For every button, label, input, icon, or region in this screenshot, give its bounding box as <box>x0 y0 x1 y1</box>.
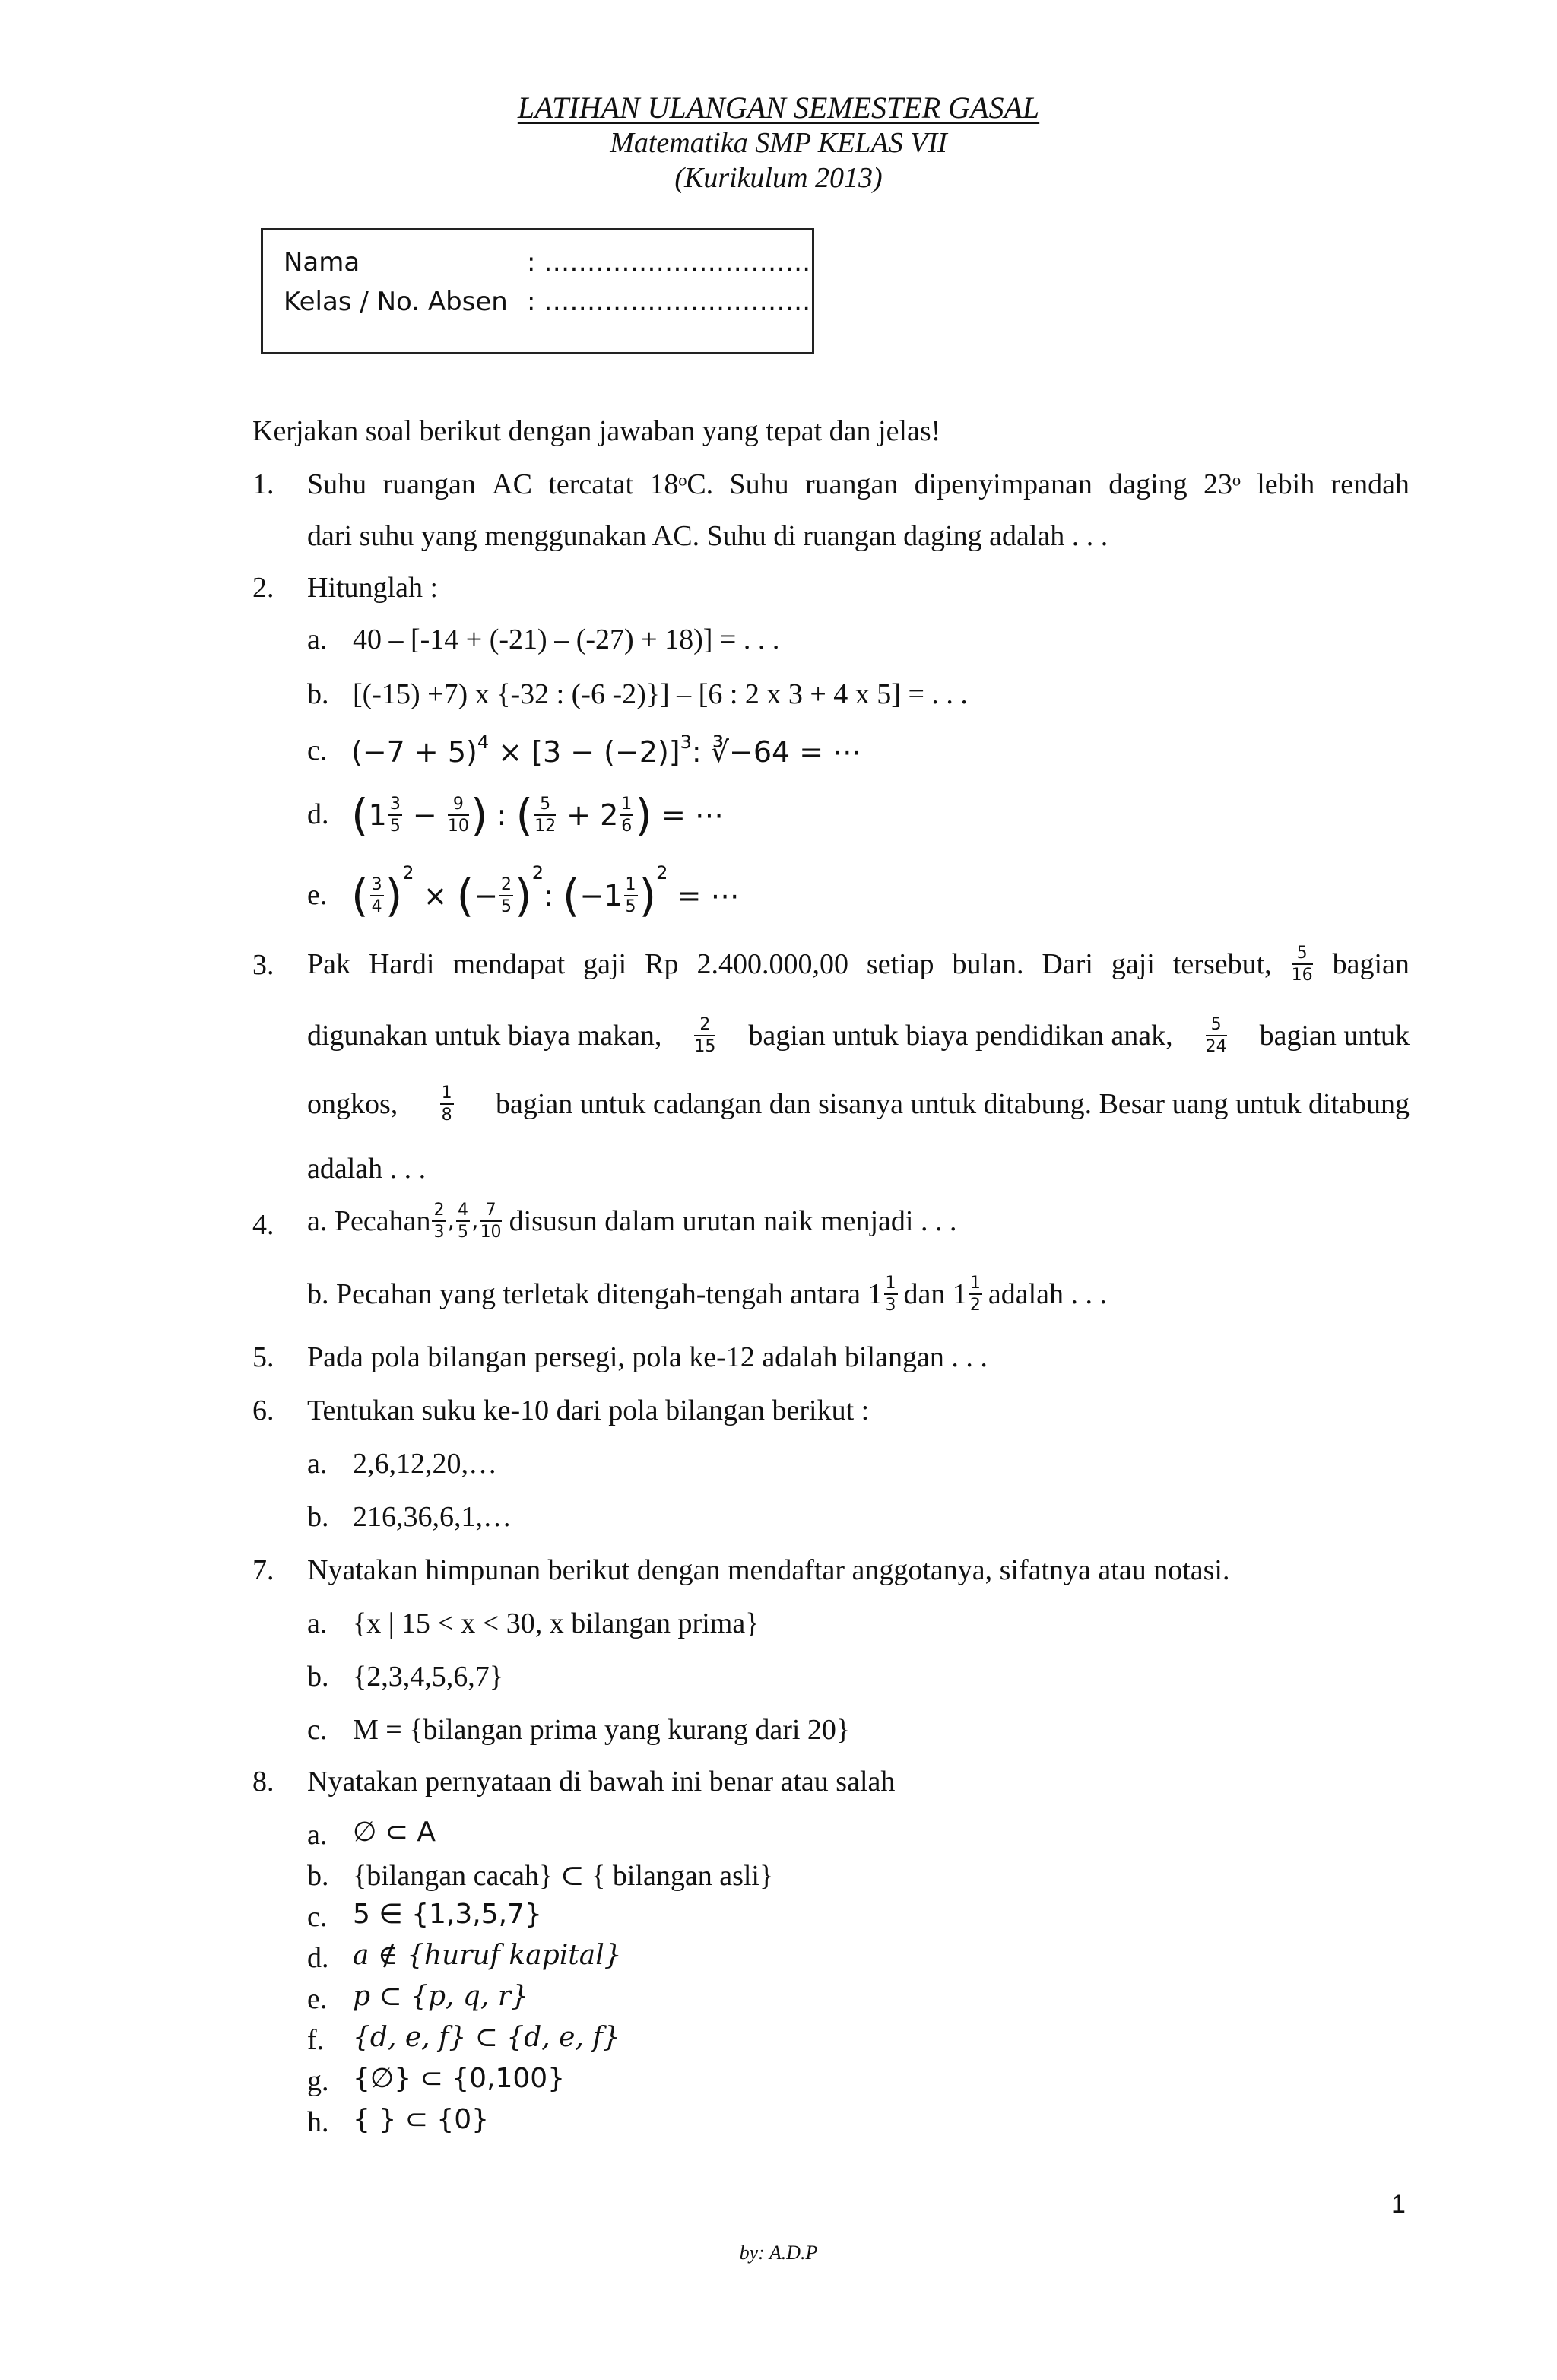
q4a-fraction-7-10: $\frac{7}{10}$ <box>480 1200 502 1242</box>
q4a-prefix: a. Pecahan <box>307 1205 431 1237</box>
q3-word: Pak <box>307 948 350 980</box>
q3-fraction-2-15: $\frac{2}{15}$ <box>694 1014 716 1056</box>
q3-word: gaji <box>1111 948 1155 980</box>
q7a-label: a. <box>307 1607 328 1639</box>
q3-line1 <box>307 941 1410 987</box>
q4b-fraction-1-2: $\frac{1}{2}$ <box>969 1273 981 1315</box>
q3-fraction-1-8: $\frac{1}{8}$ <box>441 1083 452 1125</box>
q4b-prefix: b. Pecahan yang terletak ditengah-tengah antara 1 <box>307 1278 883 1310</box>
q8-item-label: c. <box>307 1901 328 1933</box>
q2e-expression: ( $\frac{3}{4}$ ) 2 × ( − $\frac{2}{5}$ ) 2 : ( −1 $\frac{1}{5}$ ) 2 = ⋯ <box>351 862 740 922</box>
q1-word: lebih <box>1257 468 1315 500</box>
q6a-sequence: 2,6,12,20,… <box>353 1448 497 1480</box>
q4b-mid: dan 1 <box>903 1278 967 1310</box>
q3-word: gaji <box>583 948 627 980</box>
q1-line1 <box>307 470 1410 499</box>
author-footer: by: A.D.P <box>739 2242 818 2264</box>
q5-text: Pada pola bilangan persegi, pola ke-12 adalah bilangan . . . <box>307 1341 988 1373</box>
q8d-statement: a ∉ {huruf kapital} <box>353 1940 622 1971</box>
q8-item-label: h. <box>307 2106 329 2138</box>
page-number: 1 <box>1391 2190 1406 2219</box>
document-curriculum: (Kurikulum 2013) <box>674 162 883 194</box>
q8c-statement: 5 ∈ {1,3,5,7} <box>353 1899 542 1930</box>
q2c-part: : ∛−64 = ⋯ <box>691 735 862 769</box>
q7c-label: c. <box>307 1714 328 1746</box>
document-title: LATIHAN ULANGAN SEMESTER GASAL <box>517 90 1040 125</box>
q8-item-label: b. <box>307 1860 329 1892</box>
q7b-label: b. <box>307 1661 329 1693</box>
q8-item-label: e. <box>307 1983 328 2015</box>
q3-word: tersebut, <box>1172 948 1272 980</box>
q3-word: Hardi <box>368 948 435 980</box>
instruction-text: Kerjakan soal berikut dengan jawaban yang tepat dan jelas! <box>252 415 941 447</box>
q3-word: 2.400.000,00 <box>696 948 848 980</box>
q4-number: 4. <box>252 1209 274 1241</box>
q2-intro: Hitunglah : <box>307 572 439 604</box>
q2a-expression: 40 – [-14 + (-21) – (-27) + 18)] = . . . <box>353 624 780 655</box>
q8-number: 8. <box>252 1766 274 1798</box>
q2b-label: b. <box>307 678 329 710</box>
q3-fraction-5-16: $\frac{5}{16}$ <box>1291 943 1313 985</box>
q1-number: 1. <box>252 468 274 500</box>
q2d-expression: ( 1 $\frac{3}{5}$ − $\frac{9}{10}$ ) : ( $\frac{5}{12}$ + 2 $\frac{1}{6}$ ) = ⋯ <box>351 789 724 841</box>
q4a-line: a. Pecahan $\frac{2}{3}$ , $\frac{4}{5}$ , $\frac{7}{10}$ disusun dalam urutan naik menjadi . . . <box>307 1200 957 1242</box>
q2c-exponent: 4 <box>477 731 490 753</box>
q2c-part: × [3 − (−2)] <box>489 735 680 769</box>
q6a-label: a. <box>307 1448 328 1480</box>
class-field[interactable]: : …………………………. <box>527 287 811 317</box>
q4b-suffix: adalah . . . <box>988 1278 1108 1310</box>
q1-word: AC <box>492 468 532 500</box>
q3-word: bulan. <box>952 948 1024 980</box>
document-subject: Matematika SMP KELAS VII <box>610 127 947 159</box>
q1-word: dipenyimpanan <box>914 468 1092 500</box>
q8-item-label: d. <box>307 1942 329 1974</box>
q8-text: Nyatakan pernyataan di bawah ini benar atau salah <box>307 1766 896 1798</box>
q6-text: Tentukan suku ke-10 dari pola bilangan berikut : <box>307 1395 870 1426</box>
q8b-statement: {bilangan cacah} ⊂ { bilangan asli} <box>353 1860 774 1892</box>
q2c-part: (−7 + 5) <box>351 735 477 769</box>
q1-word: daging <box>1108 468 1188 500</box>
q3-text: digunakan untuk biaya makan, <box>307 1020 662 1052</box>
q8g-statement: {∅} ⊂ {0,100} <box>353 2063 566 2094</box>
q7a-set: {x | 15 < x < 30, x bilangan prima} <box>353 1607 759 1639</box>
q2c-exponent: 3 <box>680 731 692 753</box>
q2e-label: e. <box>307 879 328 911</box>
q1-word: ruangan <box>804 468 899 500</box>
student-identity-box <box>261 228 814 354</box>
q8-item-label: a. <box>307 1819 328 1851</box>
q3-line2 <box>307 1013 1410 1058</box>
q8a-statement: ∅ ⊂ A <box>353 1817 436 1848</box>
q7-number: 7. <box>252 1554 274 1586</box>
q2b-expression: [(-15) +7) x {-32 : (-6 -2)}] – [6 : 2 x 3 + 4 x 5] = . . . <box>353 678 968 710</box>
q3-line4: adalah . . . <box>307 1153 427 1185</box>
q8f-statement: {d, e, f} ⊂ {d, e, f} <box>353 2022 620 2053</box>
q3-word: Rp <box>645 948 679 980</box>
name-row <box>284 247 810 278</box>
q3-text: bagian untuk <box>1259 1020 1410 1052</box>
name-field[interactable]: : …………………………. <box>527 247 811 278</box>
q1-word: 18ᵒC. <box>649 468 714 500</box>
q1-word: Suhu <box>729 468 789 500</box>
q1-line2: dari suhu yang menggunakan AC. Suhu di ruangan daging adalah . . . <box>307 520 1108 552</box>
q8h-statement: { } ⊂ {0} <box>353 2104 490 2135</box>
q3-word: Dari <box>1042 948 1093 980</box>
class-row <box>284 287 810 317</box>
q3-text: bagian untuk cadangan dan sisanya untuk ditabung. Besar uang untuk ditabung <box>495 1088 1410 1120</box>
q3-line3 <box>307 1080 1410 1128</box>
q2d-label: d. <box>307 798 329 830</box>
q2c-label: c. <box>307 735 328 766</box>
q6-number: 6. <box>252 1395 274 1426</box>
q3-number: 3. <box>252 949 274 981</box>
q1-word: ruangan <box>382 468 476 500</box>
q5-number: 5. <box>252 1341 274 1373</box>
q1-word: rendah <box>1330 468 1410 500</box>
q2c-expression <box>351 731 862 769</box>
q3-word: setiap <box>866 948 934 980</box>
q1-word: Suhu <box>307 468 367 500</box>
q8e-statement: p ⊂ {p, q, r} <box>353 1981 528 2012</box>
q4a-fraction-4-5: $\frac{4}{5}$ <box>458 1200 469 1242</box>
q3-text: bagian untuk biaya pendidikan anak, <box>748 1020 1173 1052</box>
q3-word: mendapat <box>452 948 566 980</box>
q8-item-label: f. <box>307 2024 325 2056</box>
q4b-fraction-1-3: $\frac{1}{3}$ <box>885 1273 896 1315</box>
q1-word: tercatat <box>548 468 634 500</box>
q6b-sequence: 216,36,6,1,… <box>353 1501 512 1533</box>
q7-text: Nyatakan himpunan berikut dengan mendaftar anggotanya, sifatnya atau notasi. <box>307 1554 1230 1586</box>
q3-fraction-5-24: $\frac{5}{24}$ <box>1205 1014 1227 1056</box>
q2a-label: a. <box>307 624 328 655</box>
q3-word: bagian <box>1332 948 1410 980</box>
class-label: Kelas / No. Absen <box>284 287 508 317</box>
q1-word: 23ᵒ <box>1203 468 1241 500</box>
q4a-fraction-2-3: $\frac{2}{3}$ <box>433 1200 445 1242</box>
q4b-line <box>307 1271 1107 1317</box>
q2-number: 2. <box>252 572 274 604</box>
q7b-set: {2,3,4,5,6,7} <box>353 1661 503 1693</box>
name-label: Nama <box>284 247 360 278</box>
q7c-set: M = {bilangan prima yang kurang dari 20} <box>353 1714 851 1746</box>
q8-item-label: g. <box>307 2065 329 2097</box>
q3-text: ongkos, <box>307 1088 398 1120</box>
q6b-label: b. <box>307 1501 329 1533</box>
q4a-suffix: disusun dalam urutan naik menjadi . . . <box>509 1205 957 1237</box>
